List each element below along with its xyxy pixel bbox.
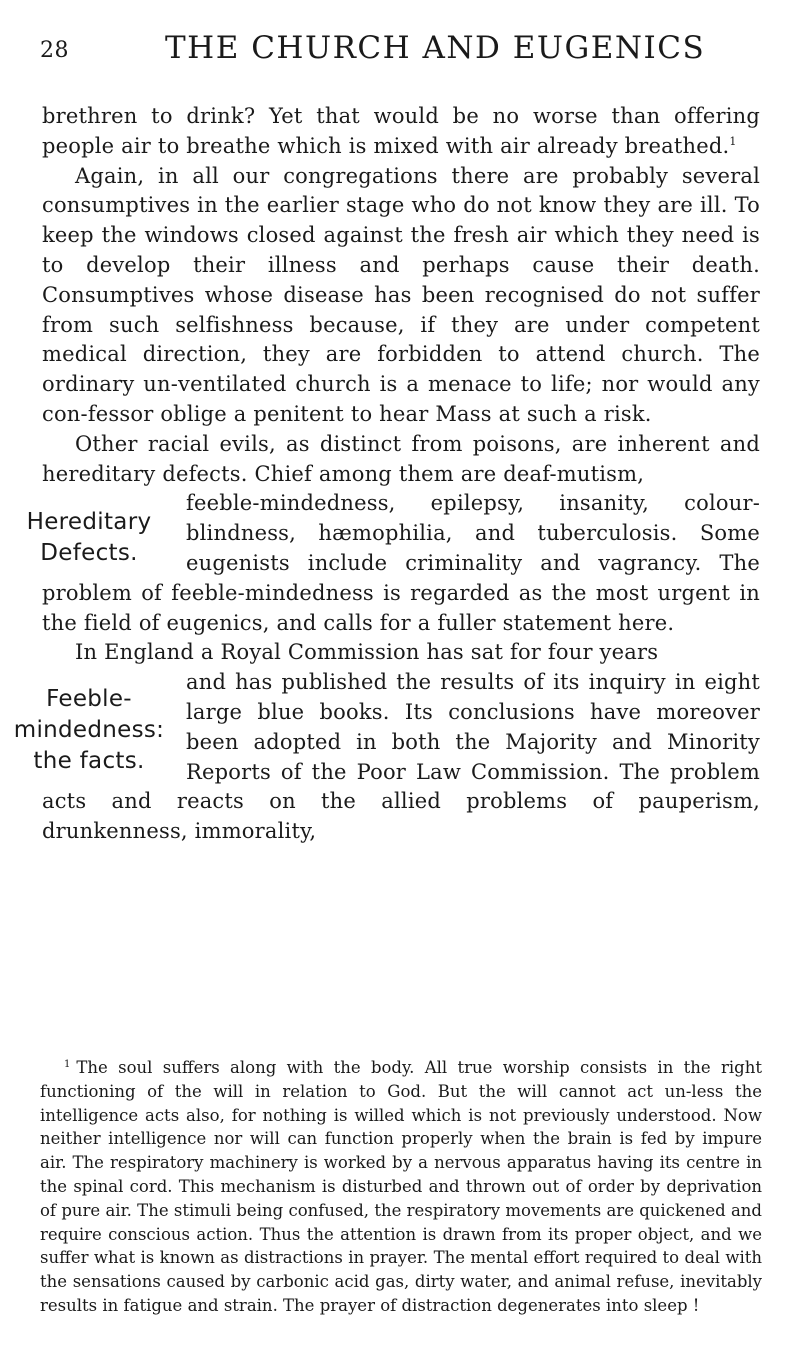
- feeble-section: [13, 668, 760, 847]
- footnote-text: The soul suffers along with the body. All true worship consists in the right functioning of the will in relation to God. But the will cannot act un-less the intelligence acts also, for nothing is willed which is not previously understood. Now neither intelligence nor will can function properly when the brain is fed by impure air. The respiratory machinery is worked by a nervous apparatus having its centre in the spinal cord. This mechanism is disturbed and thrown out of order by deprivation of pure air. The stimuli being confused, the respiratory movements are quickened and require conscious action. Thus the attention is drawn from its proper object, and we suffer what is known as distractions in prayer. The mental effort required to deal with the sensations caused by carbonic acid gas, dirty water, and animal refuse, inevitably results in fatigue and strain. The prayer of distraction degenerates into sleep !: [40, 1058, 762, 1315]
- side-note-line: mindedness:: [13, 717, 165, 744]
- paragraph-4: feeble-mindedness, epilepsy, insanity, colour-blindness, hæmophilia, and tuberculosis. Some eugenists include criminality and vagrancy. The problem of feeble-mindedness is regarded as the most urgent in the field of eugenics, and calls for a fuller statement here.: [42, 491, 760, 635]
- paragraph-2: Again, in all our congregations there are probably several consumptives in the earlier stage who do not know they are ill. To keep the windows closed against the fresh air which they need is to develop their illness and perhaps cause their death. Consumptives whose disease has been recognised do not suffer from such selfishness because, if they are under competent medical direction, they are forbidden to attend church. The ordinary un-ventilated church is a menace to life; nor would any con-fessor oblige a penitent to hear Mass at such a risk.: [42, 163, 760, 426]
- paragraph-6: and has published the results of its inquiry in eight large blue books. Its conclusions have moreover been adopted in both the Majority and Minority Reports of the Poor Law Commission. The problem acts and reacts on the allied problems of pauperism, drunkenness, immorality,: [42, 670, 760, 844]
- page-number: 28: [40, 38, 69, 63]
- hereditary-section: [26, 489, 760, 638]
- side-note-line: the facts.: [33, 748, 145, 775]
- paragraph-1: [42, 102, 760, 162]
- side-note-line: Hereditary: [26, 509, 152, 536]
- side-note-feeble-mindedness: [0, 684, 178, 777]
- page-header: [40, 24, 760, 72]
- footnote-marker: 1: [64, 1058, 71, 1070]
- paragraph-5: In England a Royal Commission has sat for four years: [75, 640, 659, 665]
- side-note-hereditary-defects: [0, 507, 178, 569]
- paragraph-1-text: brethren to drink? Yet that would be no worse than offering people air to breathe which is mixed with air already breathed.: [42, 104, 760, 158]
- main-text: [13, 102, 760, 847]
- footnote: [40, 1056, 762, 1318]
- side-note-line: Defects.: [40, 540, 138, 567]
- running-title: THE CHURCH AND EUGENICS: [165, 30, 706, 66]
- paragraph-3: Other racial evils, as distinct from poisons, are inherent and hereditary defects. Chief among them are deaf-mutism,: [42, 431, 760, 486]
- side-note-line: Feeble-: [46, 686, 132, 713]
- footnote-reference: 1: [729, 134, 737, 148]
